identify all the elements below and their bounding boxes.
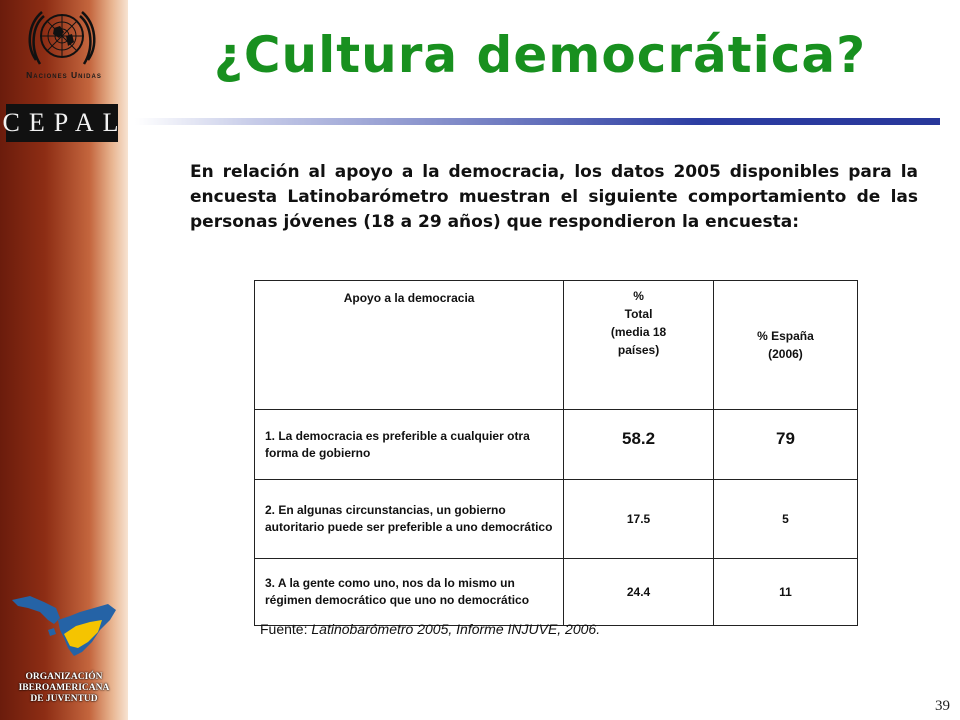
source-text: Latinobarómetro 2005, Informe INJUVE, 2006. bbox=[311, 621, 601, 637]
row-total-value: 24.4 bbox=[564, 559, 714, 626]
row-spain-value: 5 bbox=[713, 480, 857, 559]
oij-label bbox=[0, 672, 128, 705]
cepal-logo: CEPAL bbox=[6, 104, 118, 142]
row-label: 3. A la gente como uno, nos da lo mismo un régimen democrático que uno no democrático bbox=[255, 559, 564, 626]
oij-line-3: DE JUVENTUD bbox=[30, 694, 98, 704]
table-row bbox=[255, 480, 858, 559]
row-total-value: 58.2 bbox=[564, 410, 714, 480]
oij-map-logo-icon bbox=[4, 590, 122, 668]
row-label: 2. En algunas circunstancias, un gobierno autoritario puede ser preferible a uno democrático bbox=[255, 480, 564, 559]
oij-line-1: ORGANIZACIÓN bbox=[25, 672, 103, 682]
intro-paragraph: En relación al apoyo a la democracia, los datos 2005 disponibles para la encuesta Latinobarómetro muestran el siguiente comportamiento de las personas jóvenes (18 a 29 años) que respondieron la encuesta: bbox=[190, 162, 918, 232]
row-spain-value: 11 bbox=[713, 559, 857, 626]
sidebar bbox=[0, 0, 128, 720]
title-underline-bar bbox=[135, 118, 940, 125]
table-row bbox=[255, 410, 858, 480]
un-label: Naciones Unidas bbox=[26, 70, 102, 80]
header-spain-line: (2006) bbox=[768, 347, 803, 361]
header-total-line: (media 18 bbox=[610, 325, 667, 339]
un-emblem-icon bbox=[26, 6, 98, 70]
row-total-value: 17.5 bbox=[564, 480, 714, 559]
header-support: Apoyo a la democracia bbox=[255, 281, 564, 410]
table-header-row bbox=[255, 281, 858, 410]
header-total-line: Total bbox=[624, 307, 653, 321]
table-row bbox=[255, 559, 858, 626]
row-spain-value: 79 bbox=[713, 410, 857, 480]
header-spain-line: % España bbox=[757, 329, 814, 343]
header-spain bbox=[713, 281, 857, 410]
header-total-line: % bbox=[633, 289, 644, 303]
slide-title: ¿Cultura democrática? bbox=[213, 26, 867, 84]
democracy-support-table bbox=[254, 280, 858, 626]
source-note bbox=[260, 621, 600, 637]
header-total bbox=[564, 281, 714, 410]
oij-line-2: IBEROAMERICANA bbox=[18, 683, 110, 693]
header-total-line: países) bbox=[617, 343, 660, 357]
source-prefix: Fuente: bbox=[260, 621, 312, 637]
page-number: 39 bbox=[935, 698, 950, 714]
row-label: 1. La democracia es preferible a cualquier otra forma de gobierno bbox=[255, 410, 564, 480]
